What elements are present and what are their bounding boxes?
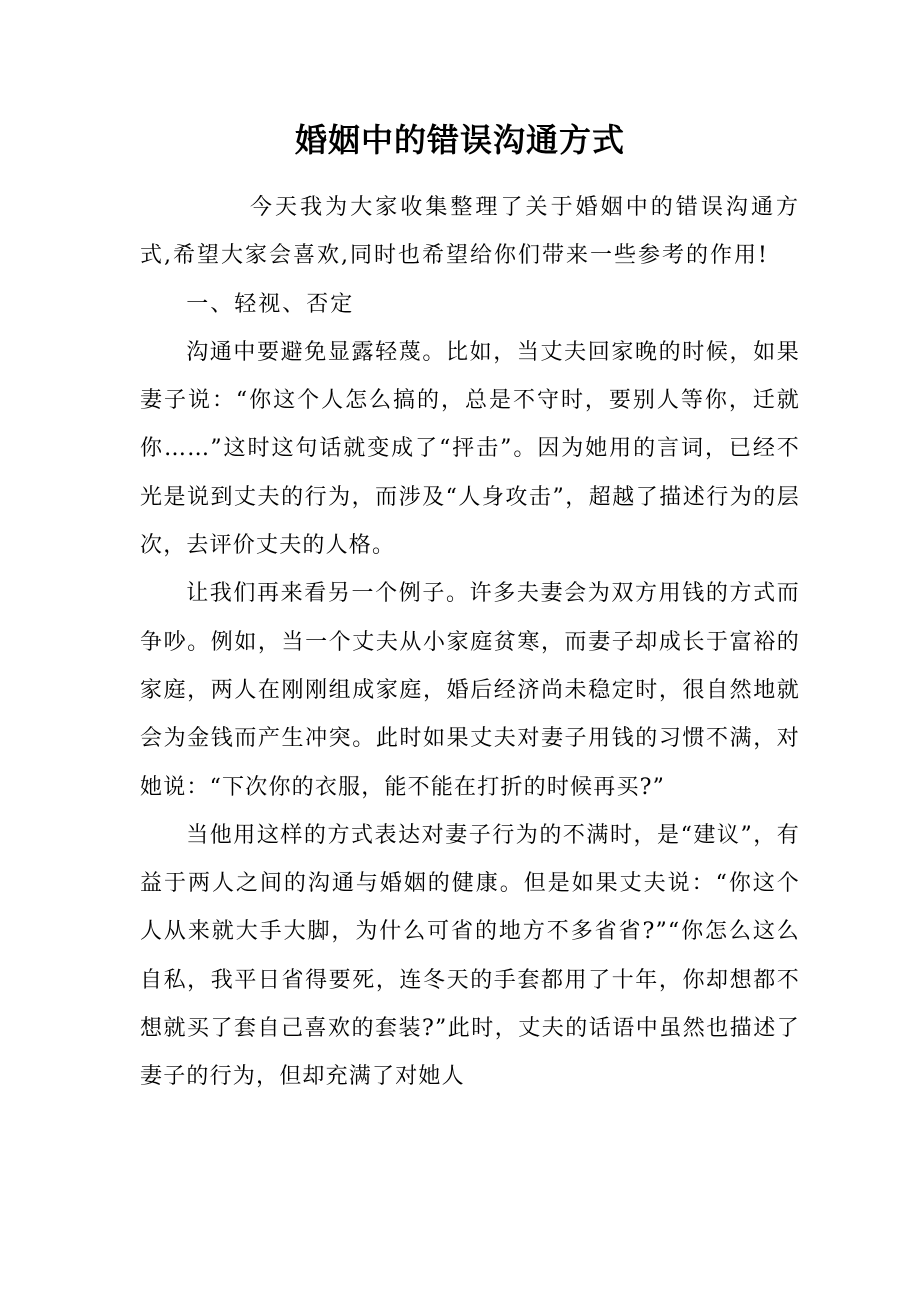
section-heading: 一、轻视、否定 [186,291,355,317]
body-paragraph-3: 当他用这样的方式表达对妻子行为的不满时，是“建议”，有益于两人之间的沟通与婚姻的健康。但是如果丈夫说：“你这个人从来就大手大脚，为什么可省的地方不多省省?”“你怎么这么自私，我平日省得要死，连冬天的手套都用了十年，你却想都不想就买了套自己喜欢的套装?”此时，丈夫的话语中虽然也描述了妻子的行为，但却充满了对她人 [140,822,800,1090]
body-paragraph-2: 让我们再来看另一个例子。许多夫妻会为双方用钱的方式而争吵。例如，当一个丈夫从小家庭贫寒，而妻子却成长于富裕的家庭，两人在刚刚组成家庭，婚后经济尚未稳定时，很自然地就会为金钱而产生冲突。此时如果丈夫对妻子用钱的习惯不满，对她说：“下次你的衣服，能不能在打折的时候再买?” [140,581,800,800]
document-body [140,184,800,1102]
body-paragraph-1: 沟通中要避免显露轻蔑。比如，当丈夫回家晚的时候，如果妻子说：“你这个人怎么搞的，总是不守时，要别人等你，迁就你……”这时这句话就变成了“抨击”。因为她用的言词，已经不光是说到丈夫的行为，而涉及“人身攻击”，超越了描述行为的层次，去评价丈夫的人格。 [140,339,800,559]
intro-paragraph: 今天我为大家收集整理了关于婚姻中的错误沟通方式,希望大家会喜欢,同时也希望给你们带来一些参考的作用! [140,195,800,269]
document-title: 婚姻中的错误沟通方式 [294,121,625,159]
